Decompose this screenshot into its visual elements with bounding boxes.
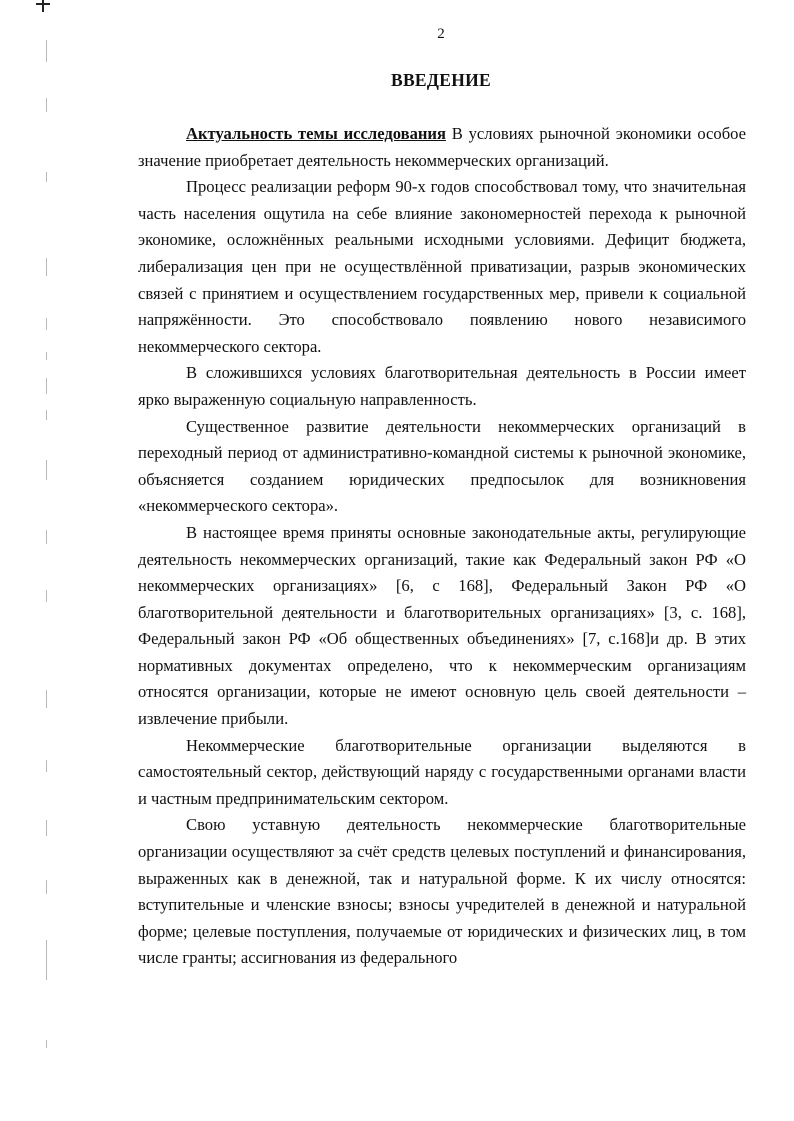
- paragraph-lead: Актуальность темы исследования: [186, 124, 446, 143]
- page-number: 2: [437, 26, 445, 42]
- paragraph-7: [138, 812, 746, 972]
- paragraph-6: [138, 733, 746, 813]
- paragraph-5: [138, 520, 746, 733]
- section-title: ВВЕДЕНИЕ: [390, 70, 492, 90]
- scan-margin-artifacts: [38, 0, 58, 1121]
- body-text: [138, 121, 746, 972]
- paragraph-3: [138, 360, 746, 413]
- paragraph-text: В условиях рыночной экономики особое значение приобретает деятельность некоммерческих организаций.: [138, 124, 747, 170]
- paragraph-text: Некоммерческие благотворительные организации выделяются в самостоятельный сектор, действующий наряду с государственными органами власти и частным предпринимательским сектором.: [138, 735, 746, 808]
- paragraph-2: [138, 174, 746, 360]
- paragraph-text: Свою уставную деятельность некоммерческие благотворительные организации осуществляют за счёт средств целевых поступлений и финансирования, выраженных как в денежной, так и натуральной форме. К их числу относятся: вступительные и членские взносы; взносы учредителей в денежной и натуральной форме; целевые поступления, получаемые от юридических и физических лиц, в том числе гранты; ассигнования из федерального: [138, 815, 746, 968]
- paragraph-text: В настоящее время приняты основные законодательные акты, регулирующие деятельность некоммерческих организаций, такие как Федеральный закон РФ «О некоммерческих организациях» [6, с 168], Федеральный Закон РФ «О благотворительной деятельности и благотворительных организациях» [3, с. 168], Федеральный закон РФ «Об общественных объединениях» [7, с.168]и др. В этих нормативных документах определено, что к некоммерческим организациям относятся организации, которые не имеют основную цель своей деятельности – извлечение прибыли.: [138, 522, 746, 729]
- paragraph-text: Процесс реализации реформ 90-х годов способствовал тому, что значительная часть населения ощутила на себе влияние закономерностей перехода к рыночной экономике, осложнённых реальными исходными условиями. Дефицит бюджета, либерализация цен при не осуществлённой приватизации, разрыв экономических связей с принятием и осуществлением государственных мер, привели к социальной напряжённости. Это способствовало появлению нового независимого некоммерческого сектора.: [138, 177, 746, 356]
- paragraph-1: [138, 121, 746, 174]
- paragraph-text: В сложившихся условиях благотворительная деятельность в России имеет ярко выраженную социальную направленность.: [138, 363, 746, 409]
- paragraph-text: Существенное развитие деятельности некоммерческих организаций в переходный период от административно-командной системы к рыночной экономике, объясняется созданием юридических предпосылок для возникновения «некоммерческого сектора».: [138, 416, 746, 516]
- paragraph-4: [138, 414, 746, 520]
